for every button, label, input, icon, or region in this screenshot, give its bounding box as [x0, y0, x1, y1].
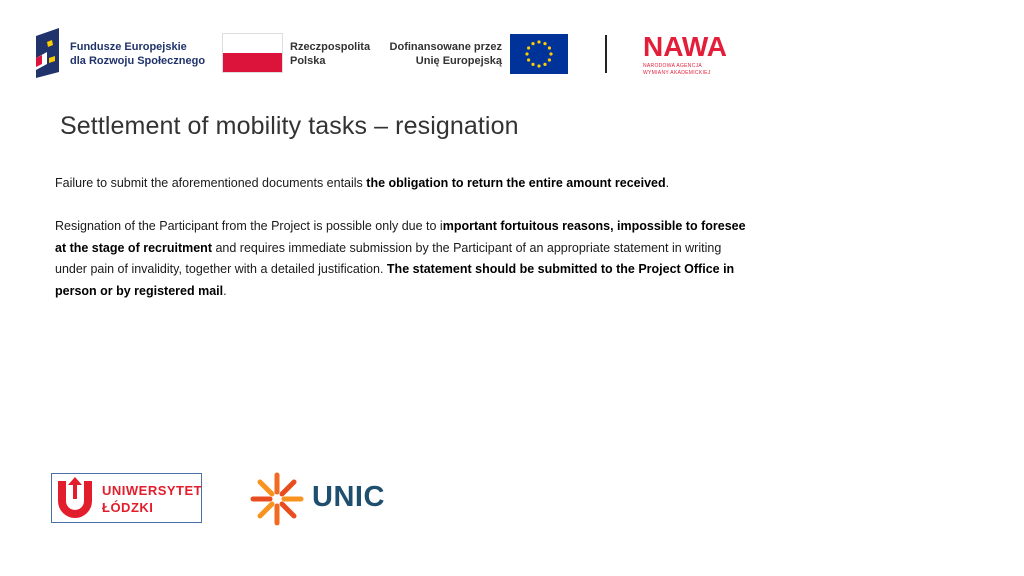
ul-logo-line2: ŁÓDZKI — [102, 500, 154, 515]
fe-logo-line1: Fundusze Europejskie — [70, 41, 187, 53]
nawa-logo — [643, 33, 743, 77]
header-divider — [605, 35, 607, 73]
fe-logo — [33, 28, 213, 80]
paragraph-2-bold-1: mportant fortuitous reasons, impossible to foresee at the stage of recruitment — [55, 219, 746, 255]
ul-logo — [51, 473, 202, 523]
ul-emblem-icon — [54, 475, 96, 521]
rp-logo — [222, 33, 372, 75]
fe-flag-icon — [33, 28, 63, 78]
paragraph-1-bold: the obligation to return the entire amount received — [366, 176, 666, 190]
paragraph-2-bold-2: The statement should be submitted to the Project Office in person or by registered mail — [55, 262, 735, 298]
unic-logo — [250, 472, 390, 526]
eu-logo-line2: Unię Europejską — [415, 55, 502, 67]
rp-logo-line2: Polska — [290, 55, 326, 67]
unic-logo-word: UNIC — [312, 481, 385, 513]
nawa-logo-sub2: WYMIANY AKADEMICKIEJ — [643, 70, 711, 76]
polish-flag-icon — [222, 33, 283, 73]
eu-flag-icon — [510, 34, 568, 74]
nawa-logo-word: NAWA — [643, 31, 727, 62]
nawa-logo-sub1: NARODOWA AGENCJA — [643, 63, 703, 69]
fe-logo-line2: dla Rozwoju Społecznego — [70, 55, 206, 67]
paragraph-2-end: . — [223, 283, 227, 298]
paragraph-2 — [55, 216, 755, 302]
rp-logo-line1: Rzeczpospolita — [290, 41, 371, 53]
ul-logo-line1: UNIWERSYTET — [102, 483, 203, 498]
paragraph-2-text-1: Resignation of the Participant from the Project is possible only due to i — [55, 219, 443, 233]
unic-burst-icon — [250, 472, 304, 526]
paragraph-1-end: . — [665, 176, 670, 190]
paragraph-2-text-2: and requires immediate submission by the Participant of an appropriate statement in writing under pain of invalidity, together with a detailed justification. — [55, 240, 722, 276]
paragraph-1 — [55, 173, 775, 195]
slide-title: Settlement of mobility tasks – resignation — [60, 112, 519, 140]
eu-logo-line1: Dofinansowane przez — [389, 41, 502, 53]
eu-logo — [385, 34, 570, 76]
paragraph-1-text: Failure to submit the aforementioned documents entails — [55, 176, 367, 190]
